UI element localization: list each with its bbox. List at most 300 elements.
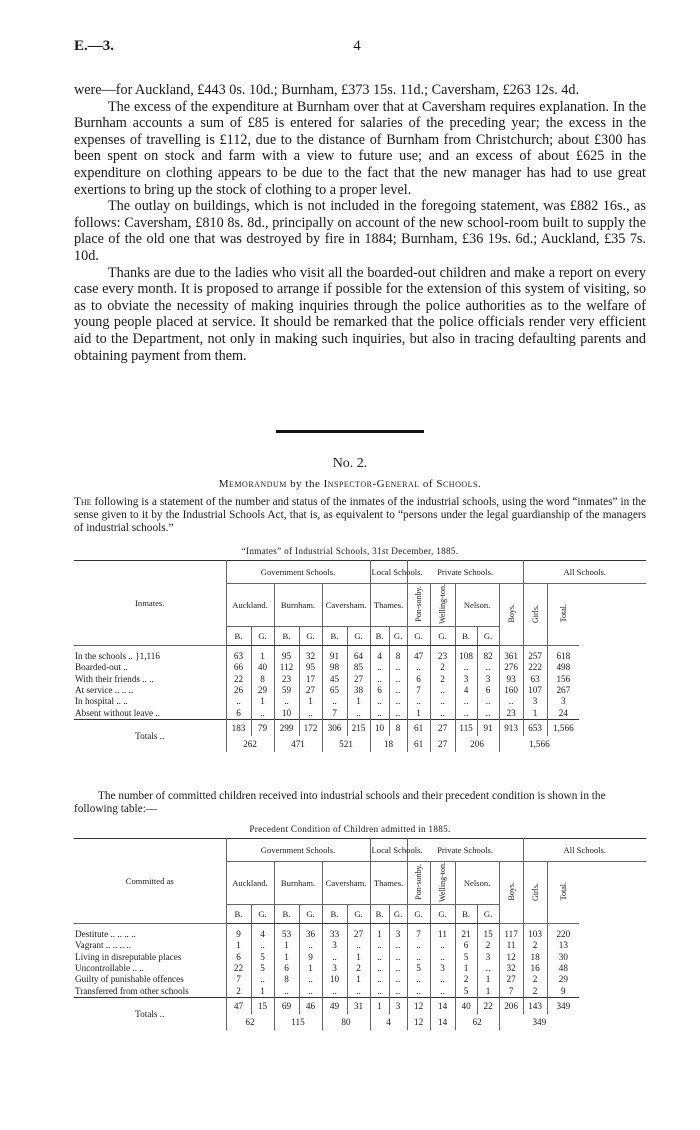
leader-dots: .. .. — [132, 963, 144, 974]
row-label-text: Boarded-out — [75, 662, 121, 673]
row-label — [74, 952, 226, 963]
table-cell: 95 — [274, 646, 299, 663]
table-cell: 5 — [455, 986, 477, 998]
intro-first-word: The — [74, 496, 92, 508]
school-header: Caversham. — [322, 862, 370, 905]
table-cell: 160 — [499, 685, 523, 696]
table-cell: .. — [370, 940, 389, 951]
section-divider — [276, 430, 424, 433]
report-body — [74, 82, 646, 364]
sex-header: B. — [322, 627, 347, 646]
combined-cell: 115 — [274, 1014, 322, 1030]
table-cell: 27 — [347, 924, 370, 941]
table-cell: 6 — [477, 685, 499, 696]
table-cell: 103 — [523, 924, 547, 941]
table-cell: .. — [407, 662, 430, 673]
row-label-text: With their friends .. — [75, 673, 147, 684]
combined-cell: 4 — [370, 1014, 407, 1030]
table-cell: 6 — [226, 708, 251, 720]
table-cell: 30 — [547, 952, 579, 963]
table-cell: 36 — [299, 924, 322, 941]
totals-row — [74, 997, 646, 1014]
inmates-table — [74, 560, 646, 752]
school-header — [430, 584, 455, 627]
table-cell: 6 — [455, 940, 477, 951]
table-cell: 48 — [547, 963, 579, 974]
leader-dots: .. .. — [116, 696, 128, 707]
sex-header: G. — [430, 627, 455, 646]
table-cell: 9 — [299, 952, 322, 963]
school-header — [407, 584, 430, 627]
totals-cell: 22 — [477, 997, 499, 1014]
leader-dots: .. — [149, 673, 154, 684]
row-label-text: In the schools — [75, 651, 127, 662]
table-cell: .. — [274, 696, 299, 707]
sex-header: G. — [407, 627, 430, 646]
table-cell: 5 — [455, 952, 477, 963]
paragraph: Thanks are due to the ladies who visit all the boarded-out children and make a report on every case every month. It is proposed to arrange if possible for the extension of this system of visiting, so as to obviate the necessity of making inquiries through the police authorities as to the welfare of young people placed at service. It should be remarked that the police officials render very efficient aid to the Department, not only in making such inquiries, but also in tracing defaulting parents and obtaining payment from them. — [74, 264, 646, 364]
table-cell: 107 — [523, 685, 547, 696]
school-header: Thames. — [370, 862, 407, 905]
combined-cell: 62 — [226, 1014, 274, 1030]
table-cell: 27 — [499, 974, 523, 985]
table-row — [74, 940, 646, 951]
table-cell: 267 — [547, 685, 579, 696]
table-cell: .. — [347, 708, 370, 720]
table-cell: 98 — [322, 662, 347, 673]
table-row — [74, 963, 646, 974]
table-cell: .. — [430, 696, 455, 707]
table-cell: 117 — [499, 924, 523, 941]
row-label — [74, 974, 226, 985]
table-cell: 112 — [274, 662, 299, 673]
table-cell: 82 — [477, 646, 499, 663]
table-cell: 7 — [322, 708, 347, 720]
leader-dots: .. — [128, 651, 133, 662]
totals-cell: 15 — [251, 997, 274, 1014]
table-cell: 1 — [274, 940, 299, 951]
totals-cell: 306 — [322, 719, 347, 736]
totals-label — [74, 719, 226, 752]
table-cell: .. — [299, 940, 322, 951]
table-cell: 7 — [226, 974, 251, 985]
totals-cell: 913 — [499, 719, 523, 736]
table-cell: 5 — [407, 963, 430, 974]
table-cell: 38 — [347, 685, 370, 696]
table-cell: 4 — [251, 924, 274, 941]
table-cell: 27 — [299, 685, 322, 696]
table-cell: 2 — [430, 674, 455, 685]
table-cell: 26 — [226, 685, 251, 696]
table-cell: .. — [370, 963, 389, 974]
table-cell: 2 — [347, 963, 370, 974]
sex-header: B. — [226, 905, 251, 924]
totals-label — [74, 997, 226, 1030]
table-cell: 7 — [407, 685, 430, 696]
table-cell: .. — [370, 696, 389, 707]
table-cell: .. — [389, 674, 407, 685]
school-header — [430, 862, 455, 905]
table-cell: 24 — [547, 708, 579, 720]
table-cell: .. — [370, 952, 389, 963]
table-cell: 27 — [347, 674, 370, 685]
table-cell: 32 — [499, 963, 523, 974]
row-label-text: In hospital — [75, 696, 115, 707]
group-header: Local Schools. — [370, 561, 407, 584]
table-cell: .. — [477, 708, 499, 720]
table-cell: 22 — [226, 963, 251, 974]
totals-cell: 31 — [347, 997, 370, 1014]
row-label-text: Vagrant .. — [75, 940, 111, 951]
sex-header: B. — [322, 905, 347, 924]
table-cell: .. — [407, 696, 430, 707]
total-label: Boys. — [506, 604, 516, 623]
sex-header: G. — [347, 627, 370, 646]
table-cell: .. — [389, 952, 407, 963]
table-cell: .. — [455, 708, 477, 720]
table-cell: .. — [389, 940, 407, 951]
totals-cell: 299 — [274, 719, 299, 736]
combined-cell: 471 — [274, 736, 322, 752]
page-number: 4 — [353, 38, 361, 54]
page-header — [74, 38, 640, 58]
table-cell: 15 — [477, 924, 499, 941]
table-cell: 6 — [274, 963, 299, 974]
school-header: Auckland. — [226, 584, 274, 627]
school-header: Burnham. — [274, 584, 322, 627]
table-cell: .. — [407, 952, 430, 963]
sex-header: G. — [389, 627, 407, 646]
combined-cell: 61 — [407, 736, 430, 752]
table-cell: 53 — [274, 924, 299, 941]
table-cell: 40 — [251, 662, 274, 673]
sex-header: B. — [455, 905, 477, 924]
table-cell: .. — [389, 685, 407, 696]
leader-dots: .. — [123, 662, 128, 673]
table-cell: .. — [251, 940, 274, 951]
table-cell: 12 — [499, 952, 523, 963]
table-cell: 108 — [455, 646, 477, 663]
table-cell: 22 — [226, 674, 251, 685]
table-cell: 6 — [226, 952, 251, 963]
table-cell: .. — [322, 986, 347, 998]
total-header — [547, 584, 579, 646]
leader-dots: .. — [155, 707, 160, 718]
row-label — [74, 708, 226, 720]
table-cell: 8 — [251, 674, 274, 685]
table-cell: 8 — [274, 974, 299, 985]
table-cell: .. — [370, 974, 389, 985]
leader-dots: .. — [159, 730, 165, 741]
table-cell: .. — [430, 974, 455, 985]
total-header — [499, 862, 523, 924]
table-cell: 5 — [251, 952, 274, 963]
table-row — [74, 952, 646, 963]
total-header — [499, 584, 523, 646]
table-cell: 93 — [499, 674, 523, 685]
table-cell: .. — [430, 685, 455, 696]
precedent-intro — [74, 790, 646, 816]
table-cell: 1 — [226, 940, 251, 951]
sex-header: G. — [251, 905, 274, 924]
row-label — [74, 674, 226, 685]
table-cell: .. — [389, 963, 407, 974]
table-cell: .. — [370, 674, 389, 685]
total-label: Total. — [558, 604, 568, 623]
table-cell: 3 — [477, 674, 499, 685]
totals-cell: 215 — [347, 719, 370, 736]
row-label — [74, 940, 226, 951]
table-cell: 65 — [322, 685, 347, 696]
row-label-text: Living in disreputable places — [75, 951, 182, 962]
table-cell: 32 — [299, 646, 322, 663]
table-cell: .. — [455, 696, 477, 707]
total-header — [523, 584, 547, 646]
table-cell: .. — [370, 708, 389, 720]
table-cell: 29 — [251, 685, 274, 696]
table-cell: 6 — [370, 685, 389, 696]
table-cell: .. — [389, 708, 407, 720]
table1-caption: “Inmates” of Industrial Schools, 31st December, 1885. — [241, 546, 459, 556]
table-cell: 498 — [547, 662, 579, 673]
table-cell: 1 — [274, 952, 299, 963]
sex-header: B. — [226, 627, 251, 646]
table-cell: 66 — [226, 662, 251, 673]
table-cell: 16 — [523, 963, 547, 974]
table-cell: .. — [430, 940, 455, 951]
table-cell: 276 — [499, 662, 523, 673]
row-label — [74, 696, 226, 707]
table-cell: .. — [430, 708, 455, 720]
table-cell: 1 — [299, 963, 322, 974]
totals-cell: 172 — [299, 719, 322, 736]
precedent-intro-text: The number of committed children received into industrial schools and their precedent condition is shown in the following table:— — [74, 790, 606, 815]
group-header: Local Schools. — [370, 839, 407, 862]
table-cell: 2 — [430, 662, 455, 673]
table-cell: 1 — [455, 963, 477, 974]
table-cell: .. — [430, 986, 455, 998]
table-cell: 156 — [547, 674, 579, 685]
table-cell: 7 — [407, 924, 430, 941]
table-cell: 5 — [251, 963, 274, 974]
combined-cell: 12 — [407, 1014, 430, 1030]
totals-cell: 69 — [274, 997, 299, 1014]
table-cell: .. — [407, 940, 430, 951]
table-cell: .. — [477, 662, 499, 673]
table-cell: 1 — [370, 924, 389, 941]
table-cell: .. — [389, 974, 407, 985]
totals-cell: 49 — [322, 997, 347, 1014]
table-cell: 11 — [430, 924, 455, 941]
school-header: Caversham. — [322, 584, 370, 627]
table-cell: 1 — [299, 696, 322, 707]
table-cell: 2 — [523, 940, 547, 951]
totals-cell: 653 — [523, 719, 547, 736]
table-cell: 1 — [251, 646, 274, 663]
sex-header: G. — [299, 627, 322, 646]
totals-cell: 12 — [407, 997, 430, 1014]
sex-header: G. — [430, 905, 455, 924]
table-cell: 91 — [322, 646, 347, 663]
table-cell: 23 — [499, 708, 523, 720]
table-cell: 3 — [547, 696, 579, 707]
table-cell: 63 — [226, 646, 251, 663]
totals-cell: 349 — [547, 997, 579, 1014]
table-row — [74, 986, 646, 998]
table-cell: .. — [389, 986, 407, 998]
combined-cell: 62 — [455, 1014, 499, 1030]
totals-row — [74, 719, 646, 736]
table-cell: 1 — [347, 952, 370, 963]
table-row — [74, 708, 646, 720]
sex-header: G. — [477, 905, 499, 924]
table-cell: 3 — [477, 952, 499, 963]
totals-cell: 3 — [389, 997, 407, 1014]
table-cell: 1 — [477, 986, 499, 998]
table-row — [74, 974, 646, 985]
paragraph: were—for Auckland, £443 0s. 10d.; Burnham, £373 15s. 11d.; Caversham, £263 12s. 4d. — [74, 82, 580, 98]
table2-caption: Precedent Condition of Children admitted in 1885. — [249, 824, 451, 834]
combined-cell: 1,566 — [499, 736, 579, 752]
row-label — [74, 662, 226, 673]
sex-header: B. — [455, 627, 477, 646]
sex-header: G. — [347, 905, 370, 924]
total-header — [547, 862, 579, 924]
combined-cell: 18 — [370, 736, 407, 752]
combined-cell: 521 — [322, 736, 370, 752]
table-cell: 2 — [226, 986, 251, 998]
totals-cell: 46 — [299, 997, 322, 1014]
school-label: Welling-ton. — [438, 862, 448, 903]
totals-cell: 61 — [407, 719, 430, 736]
table-cell: .. — [407, 986, 430, 998]
totals-cell: 40 — [455, 997, 477, 1014]
table-cell: 21 — [455, 924, 477, 941]
table-cell: 3 — [322, 963, 347, 974]
table-row — [74, 696, 646, 707]
row-label-text: Transferred from other schools — [75, 985, 189, 996]
memo-title-part: of — [419, 478, 437, 490]
table-cell: 3 — [455, 674, 477, 685]
sex-header: G. — [389, 905, 407, 924]
school-header — [407, 862, 430, 905]
table-cell: .. — [322, 696, 347, 707]
table-cell: 4 — [455, 685, 477, 696]
totals-label-text: Totals — [135, 1008, 158, 1019]
row-label — [74, 685, 226, 696]
table-cell: .. — [251, 708, 274, 720]
memo-title-part: Inspector-General — [323, 478, 420, 490]
table-cell: 13 — [547, 940, 579, 951]
table-cell: 1 — [251, 986, 274, 998]
table-cell: 59 — [274, 685, 299, 696]
table-row — [74, 685, 646, 696]
table-cell: .. — [455, 662, 477, 673]
table-cell: .. — [430, 952, 455, 963]
group-header: Private Schools. — [407, 561, 523, 584]
totals-cell: 79 — [251, 719, 274, 736]
totals-cell: 183 — [226, 719, 251, 736]
group-header: Private Schools. — [407, 839, 523, 862]
table-cell: 3 — [430, 963, 455, 974]
group-header: Government Schools. — [226, 839, 370, 862]
table-cell: 29 — [547, 974, 579, 985]
table-cell: .. — [477, 696, 499, 707]
school-header: Nelson. — [455, 584, 499, 627]
total-label: Girls. — [530, 882, 540, 901]
memo-number: No. 2. — [332, 456, 368, 471]
sex-header: B. — [370, 627, 389, 646]
row-label-text: At service .. — [75, 685, 120, 696]
combined-cell: 262 — [226, 736, 274, 752]
memo-title-part: by the — [286, 478, 324, 490]
combined-cell: 14 — [430, 1014, 455, 1030]
totals-cell: 14 — [430, 997, 455, 1014]
table-corner: Committed as — [74, 839, 226, 924]
group-header: All Schools. — [523, 561, 646, 584]
table-cell: 10 — [274, 708, 299, 720]
report-code: E.—3. — [74, 38, 115, 54]
row-label — [74, 963, 226, 974]
paragraph: The excess of the expenditure at Burnham over that at Caversham requires explanation. In the Burnham accounts a sum of £85 is entered for salaries of the preceding year; the excess in the expenses of travelling is £112, due to the distance of Burnham from Christchurch; about £300 has been spent on stock and farm with a view to future use; and an excess of about £625 in the expenditure on clothing appears to be due to the fact that the new manager has had to use great exertions to bring up the stock of clothing to a proper level. — [74, 98, 646, 198]
table-cell: .. — [299, 974, 322, 985]
leader-dots: .. .. .. — [112, 940, 132, 951]
table-row — [74, 674, 646, 685]
table-row — [74, 662, 646, 673]
table-cell: .. — [226, 696, 251, 707]
sex-header: G. — [477, 627, 499, 646]
table-cell: 17 — [299, 674, 322, 685]
table-cell: .. — [389, 662, 407, 673]
table-cell: 3 — [322, 940, 347, 951]
sex-header: G. — [407, 905, 430, 924]
memo-title-part: Memorandum — [218, 478, 287, 490]
table-cell: 1 — [347, 974, 370, 985]
table-cell: .. — [347, 986, 370, 998]
totals-cell: 206 — [499, 997, 523, 1014]
table-cell: 3 — [523, 696, 547, 707]
table-cell: .. — [370, 986, 389, 998]
table-cell: 63 — [523, 674, 547, 685]
table-cell: 2 — [477, 940, 499, 951]
table-cell: .. — [251, 974, 274, 985]
table-cell: 8 — [389, 646, 407, 663]
table-cell: 6 — [407, 674, 430, 685]
table-cell: 4 — [370, 646, 389, 663]
memo-intro — [74, 496, 646, 535]
totals-cell: 115 — [455, 719, 477, 736]
table-cell: 2 — [455, 974, 477, 985]
school-header: Thames. — [370, 584, 407, 627]
total-header — [523, 862, 547, 924]
table-cell: 257 — [523, 646, 547, 663]
totals-cell: 143 — [523, 997, 547, 1014]
precedent-table — [74, 838, 646, 1030]
combined-cell: 206 — [455, 736, 499, 752]
brace-total: 1,116 — [139, 651, 160, 662]
total-label: Total. — [558, 882, 568, 901]
total-label: Boys. — [506, 882, 516, 901]
table-cell: 9 — [226, 924, 251, 941]
table-cell: 1 — [347, 696, 370, 707]
table-cell: 1 — [477, 974, 499, 985]
table-cell: 23 — [274, 674, 299, 685]
table-cell: 220 — [547, 924, 579, 941]
table-cell: 47 — [407, 646, 430, 663]
total-label: Girls. — [530, 604, 540, 623]
row-label — [74, 924, 226, 941]
school-label: Pon-sonby. — [414, 586, 424, 622]
